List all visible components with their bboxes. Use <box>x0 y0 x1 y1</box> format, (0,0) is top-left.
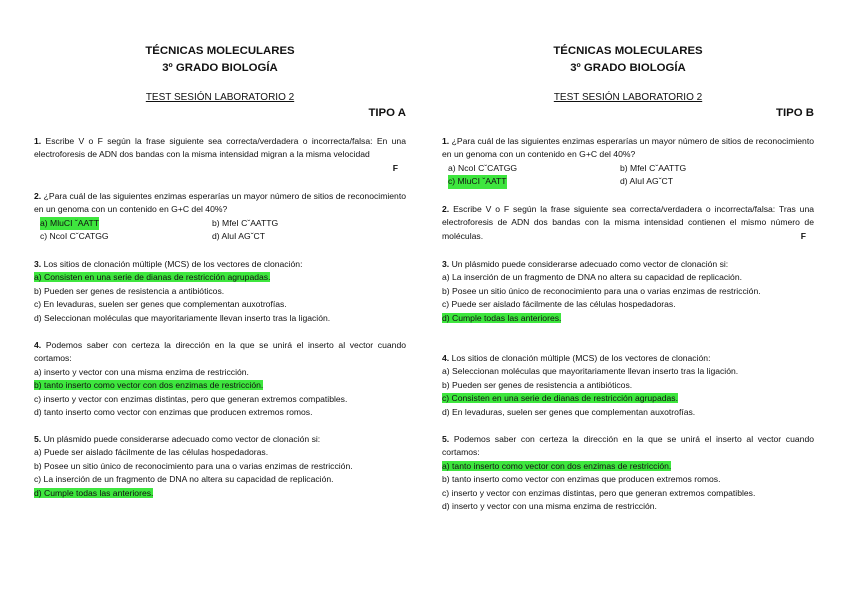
question-text: Los sitios de clonación múltiple (MCS) de los vectores de clonación: <box>451 353 711 363</box>
option-c: c) inserto y vector con enzimas distintas, pero que generan extremos compatibles. <box>442 487 756 498</box>
option-b: b) Pueden ser genes de resistencia a antibióticos. <box>34 285 225 296</box>
question-text: Escribe V o F según la frase siguiente sea correcta/verdadera o incorrecta/falsa: Tras una electroforesis de ADN dos bandas con la misma intensidad contienen el mismo número de moléculas. <box>442 204 814 241</box>
option-a: a) tanto inserto como vector con dos enzimas de restricción. <box>442 460 672 471</box>
question-3: 3. Los sitios de clonación múltiple (MCS) de los vectores de clonación: a) Consisten en una serie de dianas de restricción agrupadas. b) Pueden ser genes de resistencia a antibióticos. c) En levaduras, suelen ser genes que complementan auxotrofías. d) Seleccionan moléculas que mayoritariamente llevan inserto tras la ligación. <box>34 258 406 325</box>
option-c: c) MluCI ˇAATT <box>448 175 507 188</box>
option-a: a) NcoI CˇCATGG <box>448 162 518 173</box>
option-d: d) AluI AGˇCT <box>620 176 674 187</box>
option-d: d) En levaduras, suelen ser genes que complementan auxotrofías. <box>442 406 696 417</box>
option-a: a) MluCI ˇAATT <box>40 217 99 230</box>
test-title: TEST SESIÓN LABORATORIO 2 <box>145 92 295 103</box>
option-b: b) MfeI CˇAATTG <box>212 217 279 228</box>
option-b: b) MfeI CˇAATTG <box>620 162 687 173</box>
option-d: d) inserto y vector con una misma enzima de restricción. <box>442 501 657 512</box>
option-c: c) La inserción de un fragmento de DNA no altera su capacidad de replicación. <box>34 474 334 485</box>
option-c: c) Puede ser aislado fácilmente de las células hospedadoras. <box>442 299 676 310</box>
question-1: 1. Escribe V o F según la frase siguiente sea correcta/verdadera o incorrecta/falsa: En una electroforesis de ADN dos bandas con la misma intensidad migran a la misma velocidad F <box>34 135 406 162</box>
question-text: Los sitios de clonación múltiple (MCS) de los vectores de clonación: <box>43 259 303 269</box>
option-a: a) La inserción de un fragmento de DNA no altera su capacidad de replicación. <box>442 272 743 283</box>
option-a: a) Consisten en una serie de dianas de restricción agrupadas. <box>34 272 271 283</box>
answer-vf: F <box>800 231 806 241</box>
option-c: c) En levaduras, suelen ser genes que complementan auxotrofías. <box>34 299 287 310</box>
question-text: Podemos saber con certeza la dirección en la que se unirá el inserto al vector cuando cortamos: <box>442 434 814 458</box>
question-1: 1. ¿Para cuál de las siguientes enzimas esperarías un mayor número de sitios de reconocimiento en un genoma con un contenido en G+C del 40%? a) NcoI CˇCATGG b) MfeI CˇAATTG c) MluCI ˇAATT d) AluI AGˇCT <box>442 135 814 189</box>
tipo-label: TIPO A <box>368 107 406 119</box>
option-b: b) tanto inserto como vector con enzimas que producen extremos romos. <box>442 474 721 485</box>
option-a: a) Seleccionan moléculas que mayoritariamente llevan inserto tras la ligación. <box>442 366 739 377</box>
course-subtitle: 3º GRADO BIOLOGÍA <box>162 62 278 74</box>
option-b: b) Posee un sitio único de reconocimiento para una o varias enzimas de restricción. <box>34 460 353 471</box>
question-text: Escribe V o F según la frase siguiente sea correcta/verdadera o incorrecta/falsa: En una electroforesis de ADN dos bandas con la misma intensidad migran a la misma velocidad <box>34 136 406 160</box>
option-c: c) inserto y vector con enzimas distintas, pero que generan extremos compatibles. <box>34 393 348 404</box>
option-d: d) Cumple todas las anteriores. <box>442 312 562 323</box>
option-d: d) tanto inserto como vector con enzimas que producen extremos romos. <box>34 407 313 418</box>
question-text: Podemos saber con certeza la dirección en la que se unirá el inserto al vector cuando cortamos: <box>34 340 406 364</box>
question-2: 2. Escribe V o F según la frase siguiente sea correcta/verdadera o incorrecta/falsa: Tras una electroforesis de ADN dos bandas con la misma intensidad contienen el mismo número de moléculas. F <box>442 203 814 243</box>
course-title: TÉCNICAS MOLECULARES <box>145 45 295 57</box>
option-a: a) inserto y vector con una misma enzima de restricción. <box>34 366 249 377</box>
option-d: d) AluI AGˇCT <box>212 231 266 242</box>
course-title: TÉCNICAS MOLECULARES <box>553 45 703 57</box>
test-title: TEST SESIÓN LABORATORIO 2 <box>553 92 703 103</box>
answer-vf: F <box>392 163 398 173</box>
question-text: ¿Para cuál de las siguientes enzimas esperarías un mayor número de sitios de reconocimiento en un genoma con un contenido en G+C del 40%? <box>34 191 406 215</box>
option-d: d) Cumple todas las anteriores. <box>34 487 154 498</box>
question-3: 3. Un plásmido puede considerarse adecuado como vector de clonación si: a) La inserción de un fragmento de DNA no altera su capacidad de replicación. b) Posee un sitio único de reconocimiento para una o varias enzimas de restricción. c) Puede ser aislado fácilmente de las células hospedadoras. d) Cumple todas las anteriores. <box>442 258 814 325</box>
option-b: b) Posee un sitio único de reconocimiento para una o varias enzimas de restricción. <box>442 285 761 296</box>
question-4: 4. Los sitios de clonación múltiple (MCS) de los vectores de clonación: a) Seleccionan moléculas que mayoritariamente llevan inserto tras la ligación. b) Pueden ser genes de resistencia a antibióticos. c) Consisten en una serie de dianas de restricción agrupadas. d) En levaduras, suelen ser genes que complementan auxotrofías. <box>442 352 814 419</box>
question-text: Un plásmido puede considerarse adecuado como vector de clonación si: <box>451 259 729 269</box>
question-5: 5. Un plásmido puede considerarse adecuado como vector de clonación si: a) Puede ser aislado fácilmente de las células hospedadoras. b) Posee un sitio único de reconocimiento para una o varias enzimas de restricción. c) La inserción de un fragmento de DNA no altera su capacidad de replicación. d) Cumple todas las anteriores. <box>34 433 406 500</box>
course-subtitle: 3º GRADO BIOLOGÍA <box>570 62 686 74</box>
option-b: b) tanto inserto como vector con dos enzimas de restricción. <box>34 380 264 391</box>
question-5: 5. Podemos saber con certeza la dirección en la que se unirá el inserto al vector cuando cortamos: a) tanto inserto como vector con dos enzimas de restricción. b) tanto inserto como vector con enzimas que producen extremos romos. c) inserto y vector con enzimas distintas, pero que generan extremos compatibles. d) inserto y vector con una misma enzima de restricción. <box>442 433 814 513</box>
question-4: 4. Podemos saber con certeza la dirección en la que se unirá el inserto al vector cuando cortamos: a) inserto y vector con una misma enzima de restricción. b) tanto inserto como vector con dos enzimas de restricción. c) inserto y vector con enzimas distintas, pero que generan extremos compatibles. d) tanto inserto como vector con enzimas que producen extremos romos. <box>34 339 406 419</box>
question-text: ¿Para cuál de las siguientes enzimas esperarías un mayor número de sitios de reconocimiento en un genoma con un contenido en G+C del 40%? <box>442 136 814 160</box>
option-c: c) NcoI CˇCATGG <box>40 231 109 242</box>
question-text: Un plásmido puede considerarse adecuado como vector de clonación si: <box>43 434 321 444</box>
option-d: d) Seleccionan moléculas que mayoritariamente llevan inserto tras la ligación. <box>34 312 331 323</box>
option-c: c) Consisten en una serie de dianas de restricción agrupadas. <box>442 393 678 404</box>
option-a: a) Puede ser aislado fácilmente de las células hospedadoras. <box>34 447 269 458</box>
tipo-label: TIPO B <box>776 107 814 119</box>
option-b: b) Pueden ser genes de resistencia a antibióticos. <box>442 379 633 390</box>
question-2: 2. ¿Para cuál de las siguientes enzimas esperarías un mayor número de sitios de reconocimiento en un genoma con un contenido en G+C del 40%? a) MluCI ˇAATT b) MfeI CˇAATTG c) NcoI CˇCATGG d) AluI AGˇCT <box>34 190 406 244</box>
